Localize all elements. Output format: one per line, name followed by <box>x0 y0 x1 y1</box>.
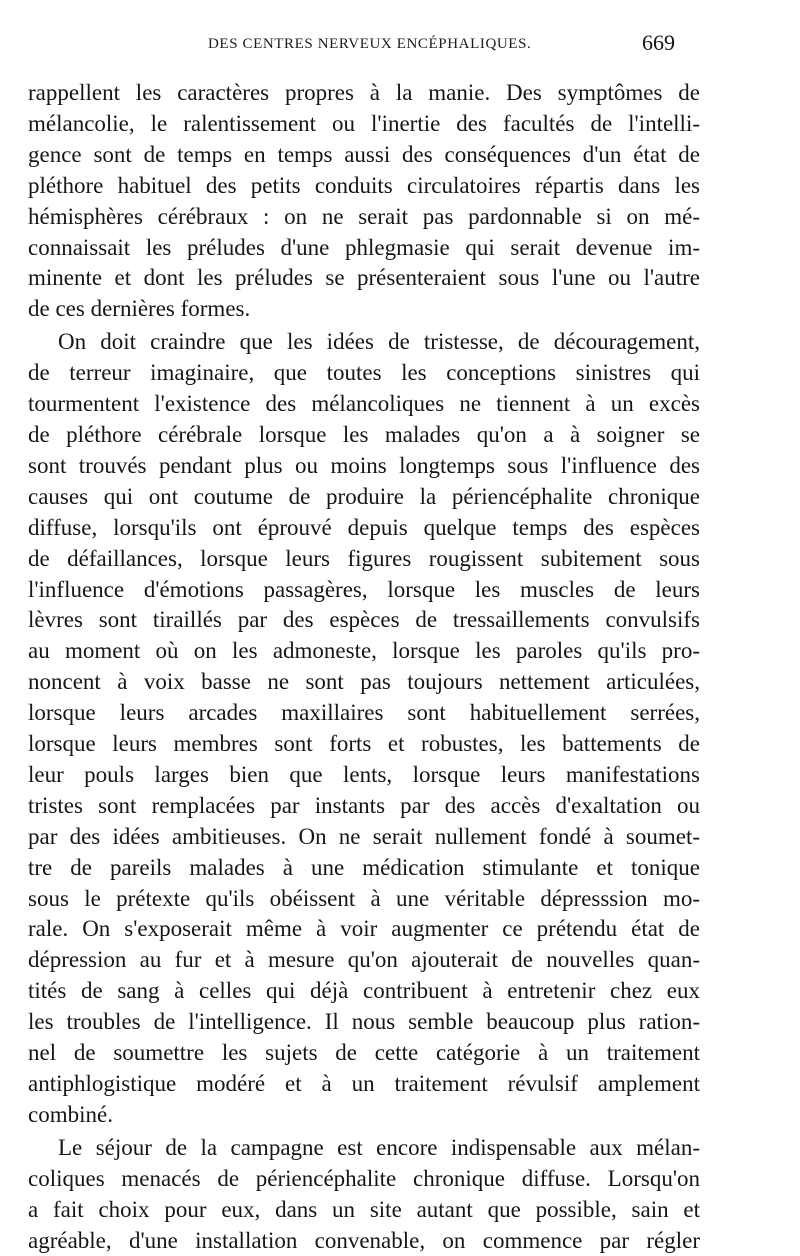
text-line: mélancolie, le ralentissement ou l'inertie des facultés de l'intelli- <box>28 110 700 136</box>
text-line: les troubles de l'intelligence. Il nous semble beaucoup plus ration- <box>28 1009 700 1035</box>
running-title: DES CENTRES NERVEUX ENCÉPHALIQUES. <box>208 36 532 52</box>
text-line: de ces dernières formes. <box>28 296 251 322</box>
text-line: Le séjour de la campagne est encore indispensable aux mélan- <box>58 1134 700 1160</box>
text-line: dépression au fur et à mesure qu'on ajouterait de nouvelles quan- <box>28 947 700 973</box>
text-line: combiné. <box>28 1101 113 1127</box>
body-text <box>28 78 700 1256</box>
paragraph-2 <box>28 327 700 1131</box>
text-line: tourmentent l'existence des mélancoliques ne tiennent à un excès <box>28 391 700 417</box>
text-line: tre de pareils malades à une médication stimulante et tonique <box>28 854 700 880</box>
running-head <box>28 30 700 78</box>
text-line: lorsque leurs arcades maxillaires sont habituellement serrées, <box>28 700 700 726</box>
text-line: noncent à voix basse ne sont pas toujours nettement articulées, <box>28 669 700 695</box>
text-line: sont trouvés pendant plus ou moins longtemps sous l'influence des <box>28 452 700 478</box>
text-line: minente et dont les préludes se présenteraient sous l'une ou l'autre <box>28 265 700 291</box>
text-line: connaissait les préludes d'une phlegmasie qui serait devenue im- <box>28 234 700 260</box>
text-line: causes qui ont coutume de produire la périencéphalite chronique <box>28 483 700 509</box>
text-line: agréable, d'une installation convenable, on commence par régler <box>28 1227 700 1253</box>
text-line: coliques menacés de périencéphalite chronique diffuse. Lorsqu'on <box>28 1165 700 1191</box>
text-line: par des idées ambitieuses. On ne serait nullement fondé à soumet- <box>28 823 700 849</box>
text-line: lèvres sont tiraillés par des espèces de tressaillements convulsifs <box>28 607 700 633</box>
text-line: rale. On s'exposerait même à voir augmenter ce prétendu état de <box>28 916 700 942</box>
text-line: hémisphères cérébraux : on ne serait pas pardonnable si on mé- <box>28 203 700 229</box>
text-line: tités de sang à celles qui déjà contribuent à entretenir chez eux <box>28 978 700 1004</box>
text-line: nel de soumettre les sujets de cette catégorie à un traitement <box>28 1040 700 1066</box>
text-line: sous le prétexte qu'ils obéissent à une véritable dépresssion mo- <box>28 885 700 911</box>
paragraph-3 <box>28 1133 700 1256</box>
text-line: antiphlogistique modéré et à un traitement révulsif amplement <box>28 1071 700 1096</box>
text-line: leur pouls larges bien que lents, lorsque leurs manifestations <box>28 761 700 787</box>
paragraph-1 <box>28 78 700 325</box>
text-line: tristes sont remplacées par instants par des accès d'exaltation ou <box>28 792 700 818</box>
text-line: l'influence d'émotions passagères, lorsque les muscles de leurs <box>28 576 700 602</box>
text-line: On doit craindre que les idées de tristesse, de découragement, <box>58 329 700 355</box>
text-line: pléthore habituel des petits conduits circulatoires répartis dans les <box>28 172 700 198</box>
text-line: gence sont de temps en temps aussi des conséquences d'un état de <box>28 141 700 167</box>
text-line: diffuse, lorsqu'ils ont éprouvé depuis quelque temps des espèces <box>28 514 700 540</box>
text-line: rappellent les caractères propres à la manie. Des symptômes de <box>28 80 700 105</box>
text-line: de défaillances, lorsque leurs figures rougissent subitement sous <box>28 545 700 571</box>
text-line: de pléthore cérébrale lorsque les malades qu'on a à soigner se <box>28 421 700 447</box>
text-line: au moment où on les admoneste, lorsque les paroles qu'ils pro- <box>28 638 700 664</box>
text-line: de terreur imaginaire, que toutes les conceptions sinistres qui <box>28 360 700 386</box>
text-line: a fait choix pour eux, dans un site autant que possible, sain et <box>28 1196 700 1222</box>
text-line: lorsque leurs membres sont forts et robustes, les battements de <box>28 731 700 757</box>
page-number: 669 <box>642 30 675 55</box>
